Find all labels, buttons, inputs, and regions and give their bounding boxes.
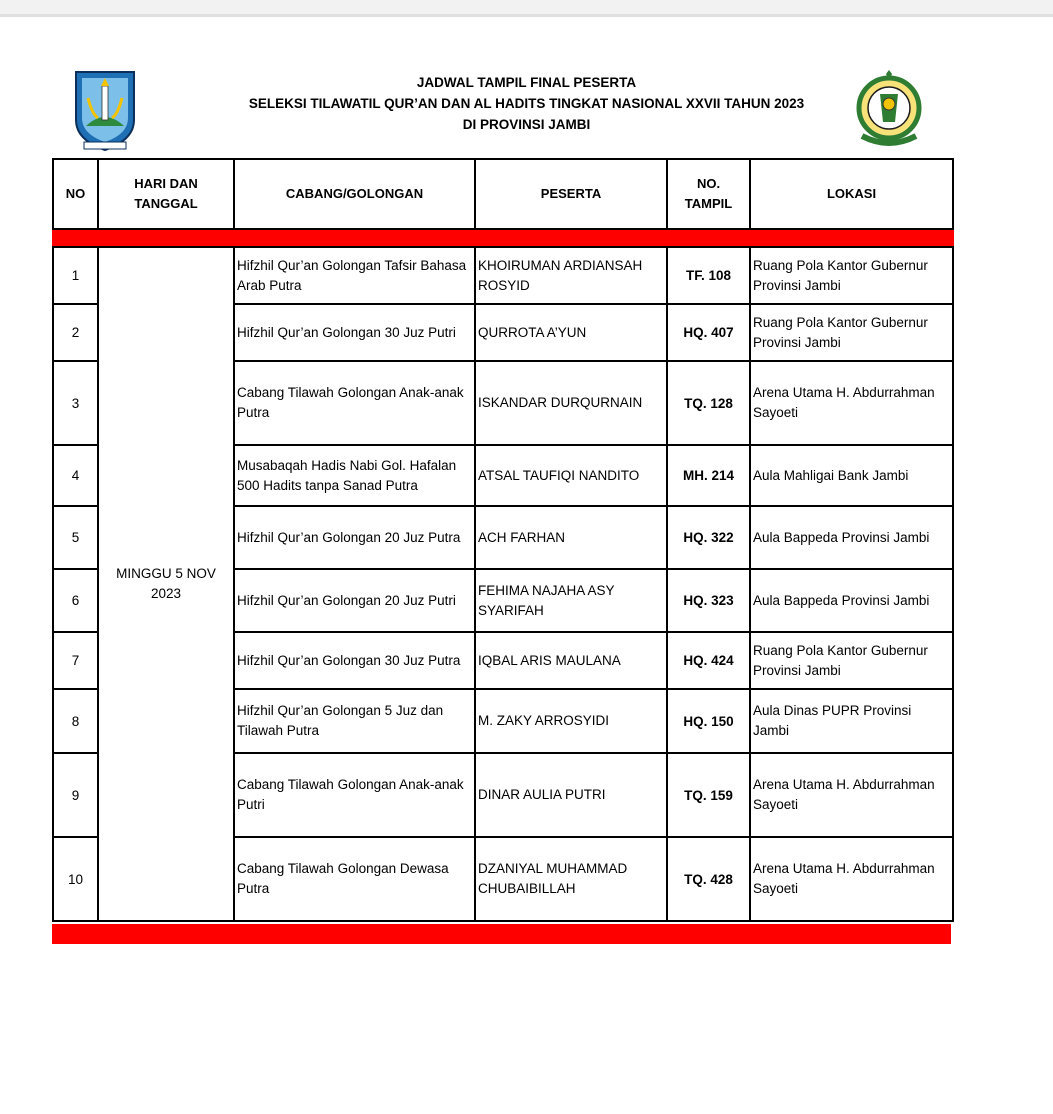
col-tampil-line1: NO.: [696, 176, 721, 191]
row-tampil: HQ. 407: [667, 304, 750, 361]
col-tampil-line2: TAMPIL: [684, 196, 733, 211]
col-no-header: NO: [53, 159, 98, 229]
row-tampil: HQ. 424: [667, 632, 750, 689]
table-row: [53, 247, 953, 304]
row-lokasi: Aula Bappeda Provinsi Jambi: [750, 506, 953, 569]
row-cabang: Cabang Tilawah Golongan Anak-anak Putri: [234, 753, 475, 837]
day-line2: 2023: [150, 586, 182, 601]
row-no: 7: [53, 632, 98, 689]
header-subtitle: SELEKSI TILAWATIL QUR’AN DAN AL HADITS TINGKAT NASIONAL XXVII TAHUN 2023: [248, 96, 805, 111]
row-tampil: MH. 214: [667, 445, 750, 506]
row-tampil: TQ. 128: [667, 361, 750, 445]
row-lokasi: Ruang Pola Kantor Gubernur Provinsi Jambi: [750, 632, 953, 689]
row-peserta: DINAR AULIA PUTRI: [475, 753, 667, 837]
header-location: DI PROVINSI JAMBI: [462, 117, 591, 132]
row-cabang: Hifzhil Qur’an Golongan 30 Juz Putri: [234, 304, 475, 361]
row-lokasi: Aula Mahligai Bank Jambi: [750, 445, 953, 506]
row-no: 9: [53, 753, 98, 837]
col-hari-line1: HARI DAN: [134, 176, 198, 191]
day-line1: MINGGU 5 NOV: [116, 566, 216, 581]
row-peserta: IQBAL ARIS MAULANA: [475, 632, 667, 689]
row-no: 6: [53, 569, 98, 632]
row-no: 1: [53, 247, 98, 304]
row-no: 10: [53, 837, 98, 921]
row-peserta: ACH FARHAN: [475, 506, 667, 569]
row-no: 3: [53, 361, 98, 445]
col-hari-header: [98, 159, 234, 229]
col-hari-line2: TANGGAL: [134, 196, 198, 211]
red-divider: [53, 229, 953, 247]
row-cabang: Hifzhil Qur’an Golongan 30 Juz Putra: [234, 632, 475, 689]
row-peserta: KHOIRUMAN ARDIANSAH ROSYID: [475, 247, 667, 304]
top-status-bar: [0, 0, 1053, 17]
row-peserta: ISKANDAR DURQURNAIN: [475, 361, 667, 445]
row-tampil: HQ. 150: [667, 689, 750, 753]
row-cabang: Hifzhil Qur’an Golongan Tafsir Bahasa Arab Putra: [234, 247, 475, 304]
schedule-table: [52, 158, 954, 922]
row-lokasi: Arena Utama H. Abdurrahman Sayoeti: [750, 837, 953, 921]
row-cabang: Hifzhil Qur’an Golongan 20 Juz Putra: [234, 506, 475, 569]
red-footer-bar: [52, 924, 951, 944]
red-divider-row: [53, 229, 953, 247]
row-peserta: DZANIYAL MUHAMMAD CHUBAIBILLAH: [475, 837, 667, 921]
row-lokasi: Aula Bappeda Provinsi Jambi: [750, 569, 953, 632]
row-tampil: TQ. 428: [667, 837, 750, 921]
row-lokasi: Ruang Pola Kantor Gubernur Provinsi Jambi: [750, 247, 953, 304]
row-no: 8: [53, 689, 98, 753]
row-cabang: Musabaqah Hadis Nabi Gol. Hafalan 500 Hadits tanpa Sanad Putra: [234, 445, 475, 506]
col-lokasi-header: LOKASI: [750, 159, 953, 229]
row-peserta: QURROTA A’YUN: [475, 304, 667, 361]
row-cabang: Hifzhil Qur’an Golongan 20 Juz Putri: [234, 569, 475, 632]
row-no: 2: [53, 304, 98, 361]
row-peserta: FEHIMA NAJAHA ASY SYARIFAH: [475, 569, 667, 632]
row-tampil: HQ. 323: [667, 569, 750, 632]
table-header-row: [53, 159, 953, 229]
col-peserta-header: PESERTA: [475, 159, 667, 229]
document-header: [0, 72, 1053, 135]
row-peserta: M. ZAKY ARROSYIDI: [475, 689, 667, 753]
row-lokasi: Arena Utama H. Abdurrahman Sayoeti: [750, 753, 953, 837]
row-cabang: Cabang Tilawah Golongan Anak-anak Putra: [234, 361, 475, 445]
col-cabang-header: CABANG/GOLONGAN: [234, 159, 475, 229]
day-cell: [98, 247, 234, 921]
row-lokasi: Arena Utama H. Abdurrahman Sayoeti: [750, 361, 953, 445]
row-lokasi: Aula Dinas PUPR Provinsi Jambi: [750, 689, 953, 753]
col-tampil-header: [667, 159, 750, 229]
row-cabang: Hifzhil Qur’an Golongan 5 Juz dan Tilawah Putra: [234, 689, 475, 753]
row-tampil: TF. 108: [667, 247, 750, 304]
row-no: 4: [53, 445, 98, 506]
row-no: 5: [53, 506, 98, 569]
row-lokasi: Ruang Pola Kantor Gubernur Provinsi Jambi: [750, 304, 953, 361]
header-title: JADWAL TAMPIL FINAL PESERTA: [416, 75, 637, 90]
row-peserta: ATSAL TAUFIQI NANDITO: [475, 445, 667, 506]
row-tampil: TQ. 159: [667, 753, 750, 837]
row-cabang: Cabang Tilawah Golongan Dewasa Putra: [234, 837, 475, 921]
row-tampil: HQ. 322: [667, 506, 750, 569]
